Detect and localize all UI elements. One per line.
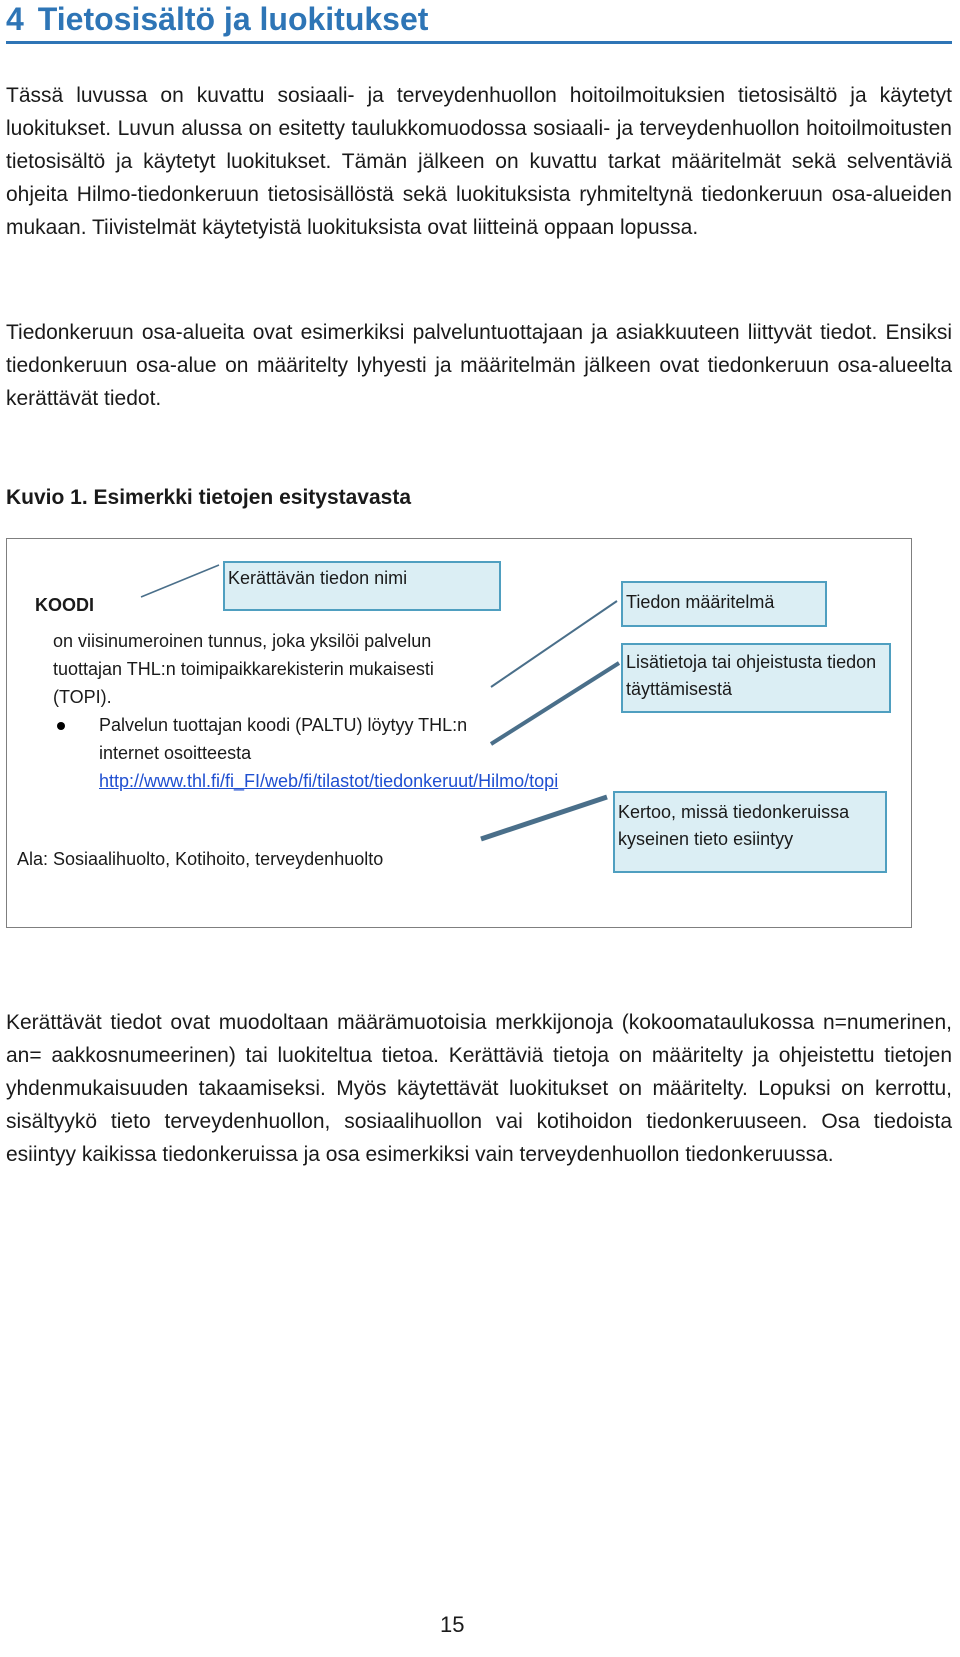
bullet-text: Palvelun tuottajan koodi (PALTU) löytyy THL:n internet osoitteesta xyxy=(99,715,468,763)
bullet-dot-icon xyxy=(57,722,65,730)
callout-collections: Kertoo, missä tiedonkeruissa kyseinen tieto esiintyy xyxy=(613,791,887,873)
line-to-name xyxy=(141,565,219,597)
area-label: Ala: Sosiaalihuolto, Kotihoito, terveydenhuolto xyxy=(17,849,384,869)
figure-caption: Kuvio 1. Esimerkki tietojen esitystavasta xyxy=(6,486,412,509)
subareas-paragraph: Tiedonkeruun osa-alueita ovat esimerkiksi palveluntuottajaan ja asiakkuuteen liittyvät tiedot. Ensiksi tiedonkeruun osa-alue on määritelty lyhyesti ja määritelmän jälkeen ovat tiedonkeruun osa-alueelta kerättävät tiedot. xyxy=(6,321,952,410)
callout-field-name: Kerättävän tiedon nimi xyxy=(223,561,501,611)
callout-definition: Tiedon määritelmä xyxy=(621,581,827,627)
section-heading xyxy=(6,0,952,44)
intro-paragraph: Tässä luvussa on kuvattu sosiaali- ja terveydenhuollon hoitoilmoituksien tietosisältö ja käytetyt luokitukset. Luvun alussa on esitetty taulukkomuodossa sosiaali- ja terveydenhuollon hoitoilmoitusten tietosisältö ja käytetyt luokitukset. Tämän jälkeen on kuvattu tarkat määritelmät sekä selventäviä ohjeita Hilmo-tiedonkeruun tietosisällöstä sekä luokituksista ryhmiteltynä tiedonkeruun osa-alueiden mukaan. Tiivistelmät käytetyistä luokituksista ovat liitteinä oppaan lopussa. xyxy=(6,84,952,239)
page-number: 15 xyxy=(440,1612,465,1637)
example-figure xyxy=(6,538,912,928)
section-number: 4 xyxy=(6,1,24,37)
closing-paragraph: Kerättävät tiedot ovat muodoltaan määrämuotoisia merkkijonoja (kokoomataulukossa n=numerinen, an= aakkosnumeerinen) tai luokiteltua tietoa. Kerättäviä tietoja on määritelty ja ohjeistettu tietojen yhdenmukaisuuden takaamiseksi. Myös käytettävät luokitukset on määritelty. Lopuksi on kerrottu, sisältyykö tieto terveydenhuollon, sosiaalihuollon vai kotihoidon tiedonkeruuseen. Osa tiedoista esiintyy kaikissa tiedonkeruissa ja osa esimerkiksi vain terveydenhuollon tiedonkeruussa. xyxy=(6,1011,952,1166)
bullet-item xyxy=(53,711,559,795)
code-description: on viisinumeroinen tunnus, joka yksilöi palvelun tuottajan THL:n toimipaikkarekisterin mukaisesti (TOPI). xyxy=(53,631,434,707)
callout-additional-info: Lisätietoja tai ohjeistusta tiedon täyttämisestä xyxy=(621,643,891,713)
line-to-where xyxy=(481,797,607,839)
line-to-info xyxy=(491,663,619,744)
code-label: KOODI xyxy=(35,595,95,615)
section-title: Tietosisältö ja luokitukset xyxy=(37,1,429,37)
topi-link[interactable]: http://www.thl.fi/fi_FI/web/fi/tilastot/tiedonkeruut/Hilmo/topi xyxy=(99,771,559,791)
